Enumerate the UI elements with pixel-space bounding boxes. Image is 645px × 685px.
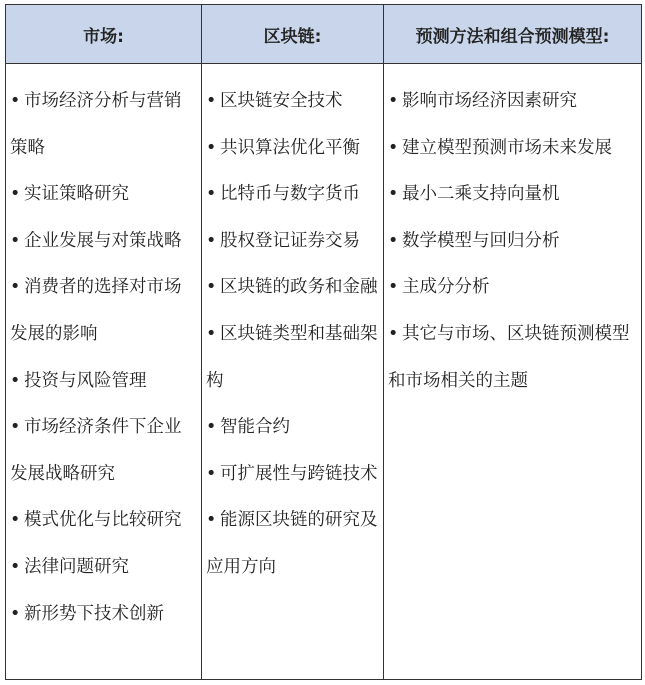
bullet-icon: • (206, 184, 217, 205)
topic-item (10, 591, 197, 638)
topic-text: 影响市场经济因素研究 (402, 91, 577, 111)
header-blockchain: 区块链: (202, 5, 384, 64)
forecasting-cell (384, 64, 642, 680)
bullet-icon: • (388, 323, 399, 344)
topic-item (10, 264, 197, 357)
market-topic-list (10, 78, 197, 637)
header-forecasting: 预测方法和组合预测模型: (384, 5, 642, 64)
topic-item (206, 497, 379, 590)
bullet-icon: • (10, 556, 21, 577)
topic-item (388, 311, 637, 404)
topic-text: 比特币与数字货币 (220, 184, 360, 205)
topic-text: 主成分分析 (402, 277, 490, 298)
bullet-icon: • (388, 184, 399, 205)
bullet-icon: • (388, 230, 399, 251)
body-row (6, 64, 642, 680)
topic-item (388, 125, 637, 172)
bullet-icon: • (388, 91, 399, 111)
topic-text: 市场经济条件下企业发展战略研究 (10, 417, 182, 484)
topic-item (206, 78, 379, 125)
bullet-icon: • (10, 230, 21, 251)
topic-text: 其它与市场、区块链预测模型和市场相关的主题 (388, 323, 630, 391)
topic-text: 新形势下技术创新 (24, 603, 164, 624)
bullet-icon: • (206, 91, 217, 111)
topic-text: 能源区块链的研究及应用方向 (206, 510, 378, 577)
bullet-icon: • (206, 417, 217, 438)
topic-item (206, 311, 379, 404)
topics-table (5, 4, 642, 680)
bullet-icon: • (10, 277, 21, 298)
topic-item (10, 404, 197, 497)
market-cell (6, 64, 202, 680)
forecasting-topic-list (388, 78, 637, 404)
topic-item (388, 78, 637, 125)
topic-text: 智能合约 (220, 417, 290, 438)
bullet-icon: • (206, 510, 217, 531)
topic-text: 建立模型预测市场未来发展 (402, 137, 612, 158)
header-row (6, 5, 642, 64)
bullet-icon: • (206, 463, 217, 484)
topic-item (388, 171, 637, 218)
bullet-icon: • (10, 603, 21, 624)
topic-text: 法律问题研究 (24, 556, 129, 577)
topic-item (206, 218, 379, 265)
topic-item (206, 264, 379, 311)
topic-text: 市场经济分析与营销策略 (10, 91, 182, 158)
topic-item (388, 264, 637, 311)
topic-text: 最小二乘支持向量机 (402, 184, 560, 205)
topic-item (10, 218, 197, 265)
bullet-icon: • (388, 137, 399, 158)
blockchain-topic-list (206, 78, 379, 591)
topic-text: 实证策略研究 (24, 184, 129, 205)
topic-text: 区块链安全技术 (220, 91, 343, 111)
topic-item (206, 125, 379, 172)
bullet-icon: • (10, 184, 21, 205)
bullet-icon: • (388, 277, 399, 298)
blockchain-cell (202, 64, 384, 680)
topic-text: 共识算法优化平衡 (220, 137, 360, 158)
topic-text: 企业发展与对策战略 (24, 230, 182, 251)
topic-item (206, 171, 379, 218)
header-market: 市场: (6, 5, 202, 64)
topic-item (10, 544, 197, 591)
topic-item (206, 451, 379, 498)
bullet-icon: • (206, 323, 217, 344)
bullet-icon: • (10, 370, 21, 391)
topic-item (388, 218, 637, 265)
topic-item (10, 358, 197, 405)
topic-text: 可扩展性与跨链技术 (220, 463, 378, 484)
topic-item (10, 171, 197, 218)
topic-text: 消费者的选择对市场发展的影响 (10, 277, 182, 344)
bullet-icon: • (10, 510, 21, 531)
topic-text: 区块链的政务和金融 (220, 277, 378, 298)
topic-text: 数学模型与回归分析 (402, 230, 560, 251)
topic-text: 股权登记证券交易 (220, 230, 360, 251)
bullet-icon: • (206, 277, 217, 298)
topic-item (10, 497, 197, 544)
topic-text: 投资与风险管理 (24, 370, 147, 391)
bullet-icon: • (206, 230, 217, 251)
bullet-icon: • (10, 417, 21, 438)
topic-item (206, 404, 379, 451)
topic-text: 区块链类型和基础架构 (206, 323, 378, 391)
topic-text: 模式优化与比较研究 (24, 510, 182, 531)
bullet-icon: • (10, 91, 21, 111)
bullet-icon: • (206, 137, 217, 158)
topic-item (10, 78, 197, 171)
